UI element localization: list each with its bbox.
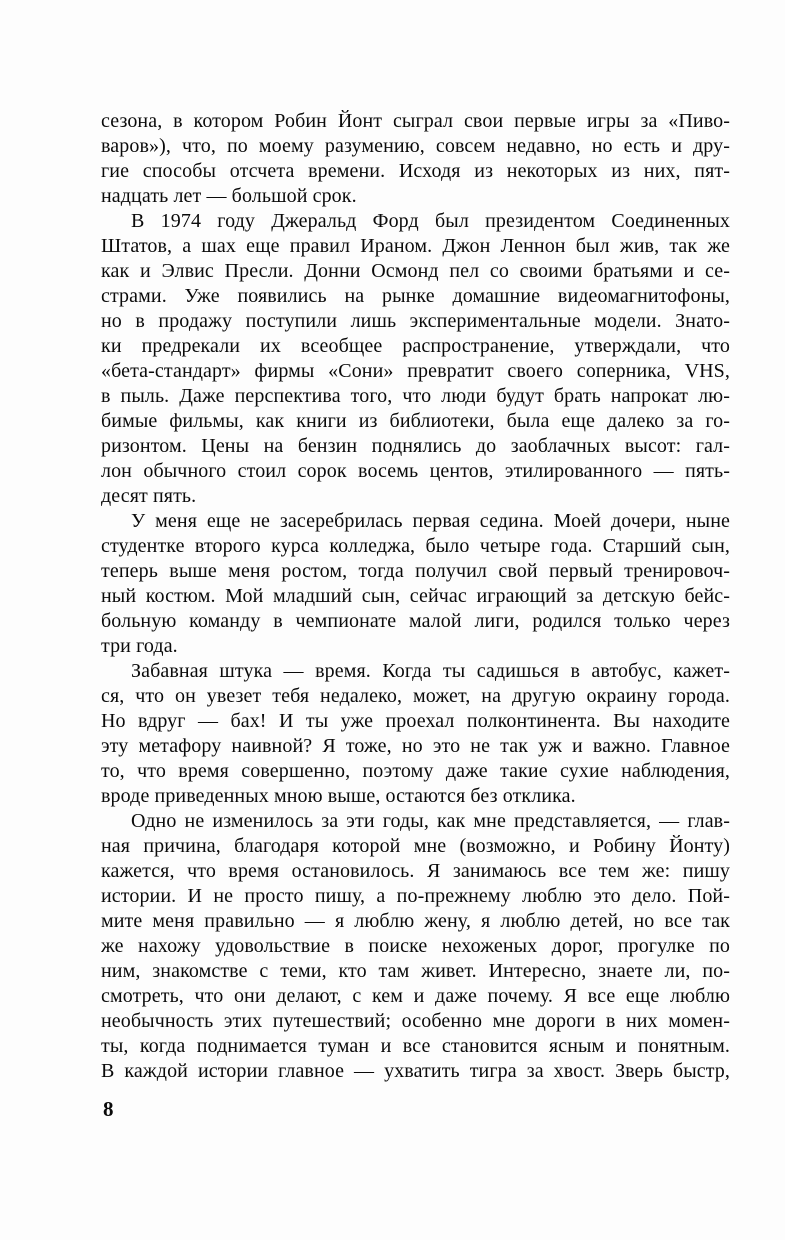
text-line: три года. bbox=[101, 635, 178, 657]
text-line: ный костюм. Мой младший сын, сейчас играющий за детскую бейс- bbox=[101, 585, 730, 607]
text-line: мите меня правильно — я люблю жену, я люблю детей, но все так bbox=[101, 910, 730, 932]
text-line: Штатов, а шах еще правил Ираном. Джон Леннон был жив, так же bbox=[101, 235, 730, 257]
text-line: сезона, в котором Робин Йонт сыграл свои первые игры за «Пиво- bbox=[101, 110, 730, 132]
text-block bbox=[101, 109, 730, 1084]
text-line: теперь выше меня ростом, тогда получил свой первый тренировоч- bbox=[101, 560, 730, 582]
text-line: десят пять. bbox=[101, 485, 197, 507]
paragraph bbox=[101, 509, 730, 659]
text-line: ки предрекали их всеобщее распространение, утверждали, что bbox=[101, 335, 730, 357]
text-line: ты, когда поднимается туман и все становится ясным и понятным. bbox=[101, 1035, 730, 1057]
text-line: гие способы отсчета времени. Исходя из некоторых из них, пят- bbox=[101, 160, 730, 182]
text-line: страми. Уже появились на рынке домашние видеомагнитофоны, bbox=[101, 285, 730, 307]
text-line: как и Элвис Пресли. Донни Осмонд пел со своими братьями и се- bbox=[101, 260, 730, 282]
text-line: ним, знакомстве с теми, кто там живет. Интересно, знаете ли, по- bbox=[101, 960, 730, 982]
text-line: кажется, что время остановилось. Я занимаюсь все тем же: пишу bbox=[101, 860, 730, 882]
text-line: лон обычного стоил сорок восемь центов, этилированного — пять- bbox=[101, 460, 730, 482]
page-number: 8 bbox=[103, 1097, 114, 1121]
text-line: же нахожу удовольствие в поиске нехоженых дорог, прогулке по bbox=[101, 935, 730, 957]
text-line: но в продажу поступили лишь экспериментальные модели. Знато- bbox=[101, 310, 730, 332]
text-line: бимые фильмы, как книги из библиотеки, была еще далеко за го- bbox=[101, 410, 730, 432]
text-line: В 1974 году Джеральд Форд был президентом Соединенных bbox=[131, 210, 730, 232]
text-line: Но вдруг — бах! И ты уже проехал полконтинента. Вы находите bbox=[101, 710, 730, 732]
text-line: в пыль. Даже перспектива того, что люди будут брать напрокат лю- bbox=[101, 385, 730, 407]
text-line: истории. И не просто пишу, а по-прежнему люблю это дело. Пой- bbox=[101, 885, 730, 907]
text-line: больную команду в чемпионате малой лиги, родился только через bbox=[101, 610, 730, 632]
paragraph bbox=[101, 209, 730, 509]
text-line: ризонтом. Цены на бензин поднялись до заоблачных высот: гал- bbox=[101, 435, 730, 457]
text-line: У меня еще не засеребрилась первая седина. Моей дочери, ныне bbox=[131, 510, 730, 532]
text-line: ная причина, благодаря которой мне (возможно, и Робину Йонту) bbox=[101, 835, 730, 857]
text-line: вроде приведенных мною выше, остаются без отклика. bbox=[101, 785, 576, 807]
text-line: Забавная штука — время. Когда ты садишься в автобус, кажет- bbox=[131, 660, 730, 682]
text-line: «бета-стандарт» фирмы «Сони» превратит своего соперника, VHS, bbox=[101, 360, 730, 382]
text-line: студентке второго курса колледжа, было четыре года. Старший сын, bbox=[101, 535, 730, 557]
text-line: Одно не изменилось за эти годы, как мне представляется, — глав- bbox=[131, 810, 730, 832]
paragraph bbox=[101, 659, 730, 809]
paragraph bbox=[101, 809, 730, 1084]
text-line: надцать лет — большой срок. bbox=[101, 185, 357, 207]
text-line: необычность этих путешествий; особенно мне дороги в них момен- bbox=[101, 1010, 730, 1032]
text-line: то, что время совершенно, поэтому даже такие сухие наблюдения, bbox=[101, 760, 730, 782]
text-line: варов»), что, по моему разумению, совсем недавно, но есть и дру- bbox=[101, 135, 730, 157]
text-line: смотреть, что они делают, с кем и даже почему. Я все еще люблю bbox=[101, 985, 730, 1007]
text-line: ся, что он увезет тебя недалеко, может, на другую окраину города. bbox=[101, 685, 730, 707]
paragraph bbox=[101, 109, 730, 209]
text-line: эту метафору наивной? Я тоже, но это не так уж и важно. Главное bbox=[101, 735, 730, 757]
text-line: В каждой истории главное — ухватить тигра за хвост. Зверь быстр, bbox=[101, 1060, 730, 1082]
